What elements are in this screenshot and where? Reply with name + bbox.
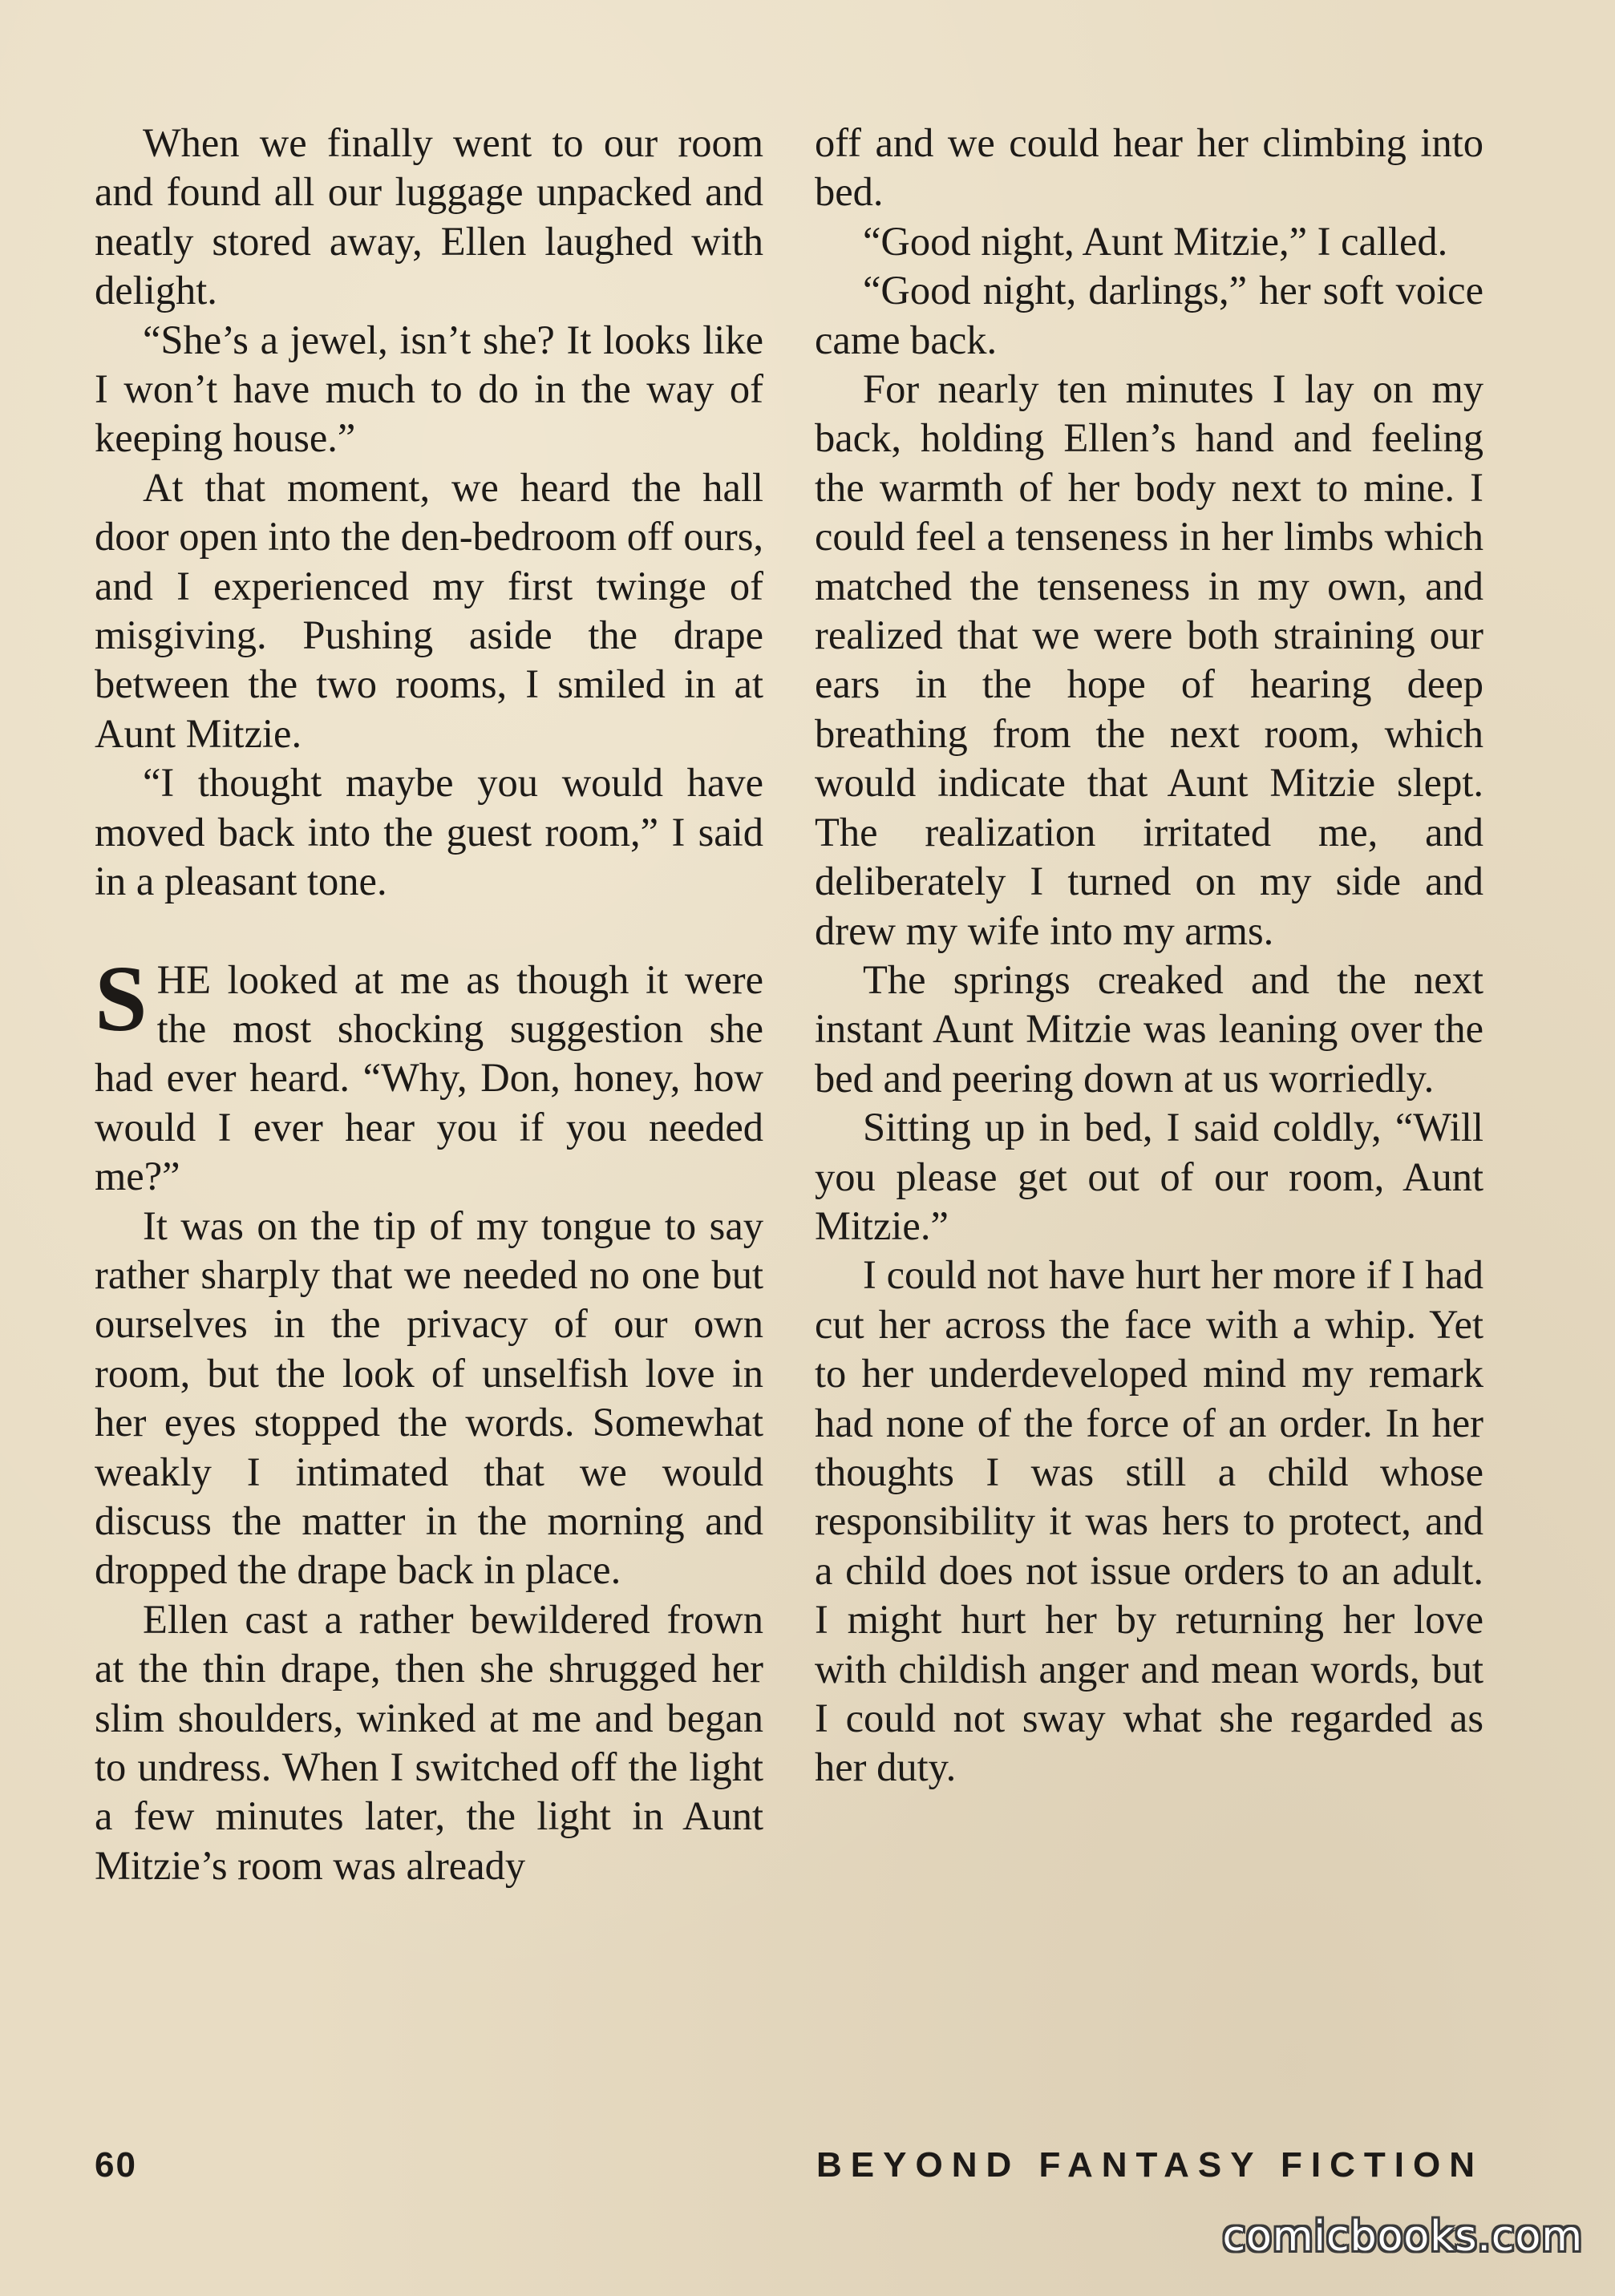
paragraph: At that moment, we heard the hall door open into the den-bedroom off ours, and I experienced my first twinge of misgiving. Pushing aside the drape between the two rooms, I smiled in at Aunt Mitzie. xyxy=(95,464,763,756)
continued-paragraph: off and we could hear her climbing into bed. xyxy=(815,120,1483,215)
page-footer xyxy=(95,2145,1483,2193)
paragraph: When we finally went to our room and found all our luggage unpacked and neatly stored away, Ellen laughed with delight. xyxy=(95,120,763,313)
paragraph: For nearly ten minutes I lay on my back, holding Ellen’s hand and feeling the warmth of her body next to mine. I could feel a tenseness in her limbs which matched the tenseness in my own, and realized that we were both straining our ears in the hope of hearing deep breathing from the next room, which would indicate that Aunt Mitzie slept. The realization irritated me, and deliberately I turned on my side and drew my wife into my arms. xyxy=(815,366,1483,953)
paragraph: I could not have hurt her more if I had cut her across the face with a whip. Yet to her underdeveloped mind my remark had none of the force of an order. In her thoughts I was still a child whose responsibility it was hers to protect, and a child does not issue orders to an adult. I might hurt her by returning her love with childish anger and mean words, but I could not sway what she regarded as her duty. xyxy=(815,1252,1483,1790)
paragraph: “She’s a jewel, isn’t she? It looks like I won’t have much to do in the way of keeping house.” xyxy=(95,317,763,461)
paragraph: “Good night, darlings,” her soft voice came back. xyxy=(815,268,1483,362)
left-text-column xyxy=(95,119,763,1890)
page-number: 60 xyxy=(95,2145,137,2185)
paragraph: “I thought maybe you would have moved back into the guest room,” I said in a pleasant tone. xyxy=(95,760,763,904)
dropcap-paragraph xyxy=(95,945,763,1202)
right-text-column xyxy=(815,119,1483,1793)
paragraph: Sitting up in bed, I said coldly, “Will you please get out of our room, Aunt Mitzie.” xyxy=(815,1105,1483,1248)
section-break xyxy=(95,907,763,956)
drop-cap-letter: S xyxy=(95,945,148,1051)
watermark-logo: comicbooks.com xyxy=(1222,2213,1583,2261)
paragraph: “Good night, Aunt Mitzie,” I called. xyxy=(863,218,1448,264)
dropcap-paragraph-text: HE looked at me as though it were the most shocking suggestion she had ever heard. “Why, Don, honey, how would I ever hear you if you needed me?” xyxy=(95,956,763,1199)
paragraph: It was on the tip of my tongue to say rather sharply that we needed no one but ourselves in the privacy of our own room, but the look of unselfish love in her eyes stopped the words. Somewhat weakly I intimated that we would discuss the matter in the morning and dropped the drape back in place. xyxy=(95,1203,763,1593)
paragraph: Ellen cast a rather bewildered frown at the thin drape, then she shrugged her slim shoulders, winked at me and began to undress. When I switched off the light a few minutes later, the light in Aunt Mitzie’s room was already xyxy=(95,1596,763,1888)
magazine-title: BEYOND FANTASY FICTION xyxy=(816,2145,1483,2185)
paragraph: The springs creaked and the next instant Aunt Mitzie was leaning over the bed and peering down at us worriedly. xyxy=(815,956,1483,1101)
